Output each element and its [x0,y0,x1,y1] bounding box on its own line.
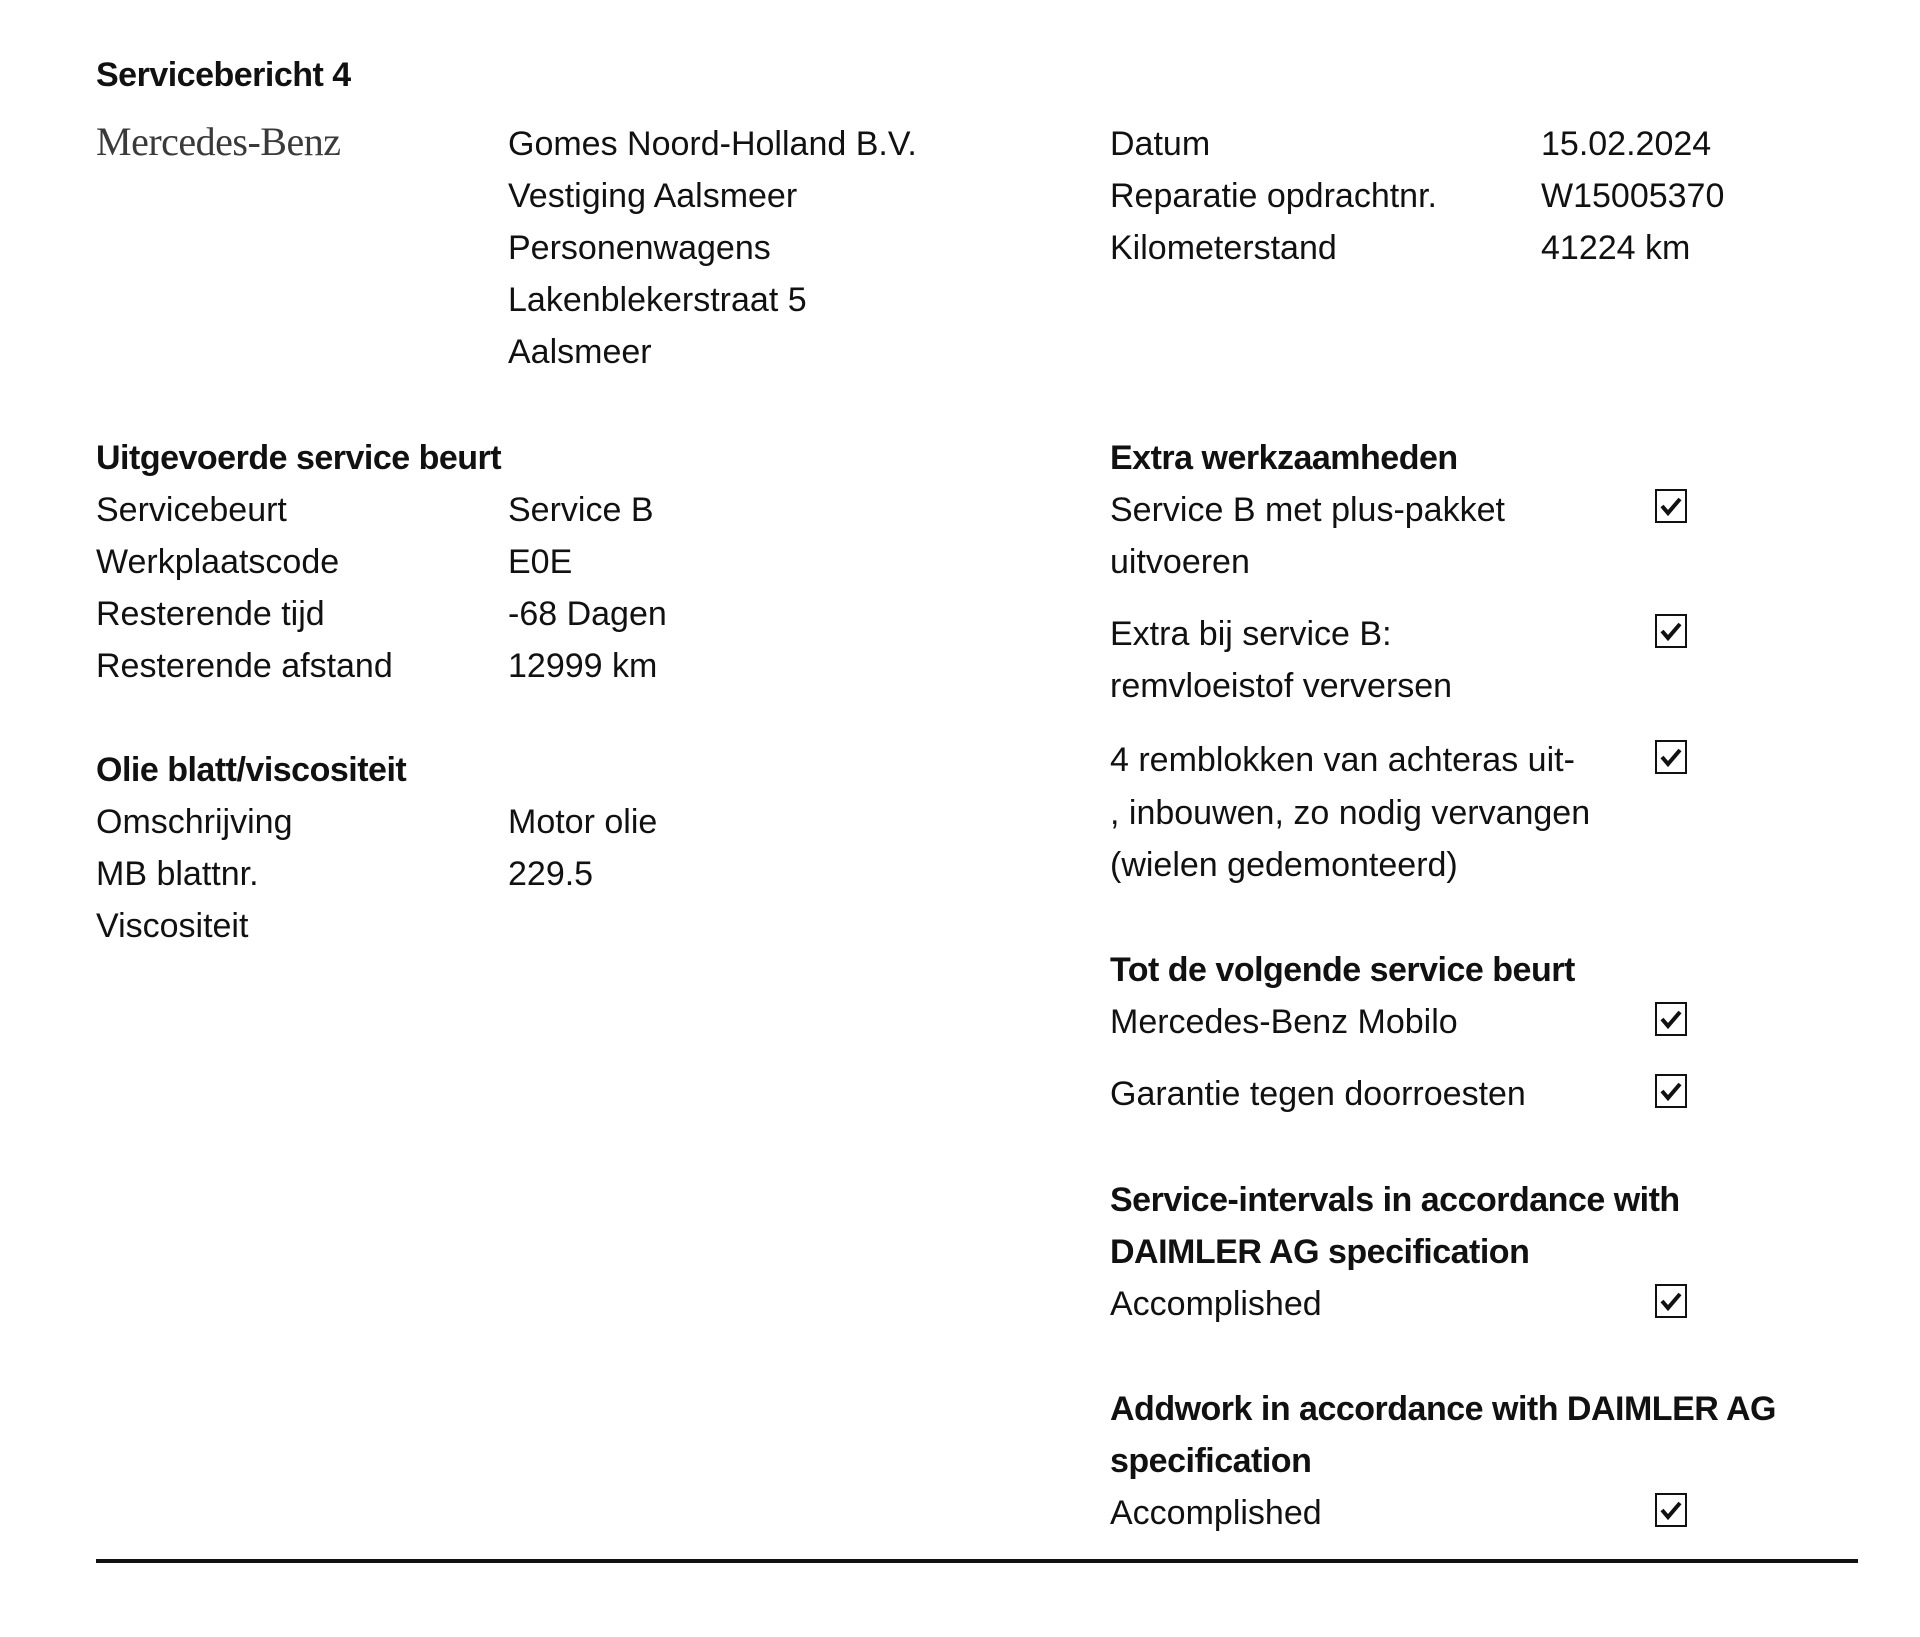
extra-item-text: 4 remblokken van achteras uit- [1110,741,1575,779]
checkmark-icon [1660,1499,1682,1521]
row-label: Servicebeurt [96,491,287,529]
checkbox-checked[interactable] [1655,1002,1687,1036]
row-value: Service B [508,491,654,529]
checkbox-checked[interactable] [1655,1284,1687,1318]
extra-item-text: , inbouwen, zo nodig vervangen [1110,794,1591,832]
extra-item-text: Service B met plus-pakket [1110,491,1505,529]
info-value-order: W15005370 [1541,177,1725,215]
row-label: Omschrijving [96,803,293,841]
next-item-label: Mercedes-Benz Mobilo [1110,1003,1458,1041]
section-heading: Olie blatt/viscositeit [96,751,407,789]
row-label: Resterende tijd [96,595,325,633]
extra-item-text: Extra bij service B: [1110,615,1392,653]
section-heading: Extra werkzaamheden [1110,439,1458,477]
dealer-line: Vestiging Aalsmeer [508,177,798,215]
dealer-line: Lakenblekerstraat 5 [508,281,807,319]
section-heading: Tot de volgende service beurt [1110,951,1575,989]
checkbox-checked[interactable] [1655,1493,1687,1527]
info-label-date: Datum [1110,125,1211,163]
checkbox-checked[interactable] [1655,1074,1687,1108]
row-value: Motor olie [508,803,658,841]
row-label: MB blattnr. [96,855,259,893]
checkmark-icon [1660,1080,1682,1102]
next-item-label: Garantie tegen doorroesten [1110,1075,1526,1113]
row-value: 12999 km [508,647,658,685]
section-heading: specification [1110,1442,1312,1480]
section-heading: DAIMLER AG specification [1110,1233,1530,1271]
checkmark-icon [1660,1290,1682,1312]
section-heading: Uitgevoerde service beurt [96,439,502,477]
extra-item-text: (wielen gedemonteerd) [1110,846,1458,884]
checkmark-icon [1660,620,1682,642]
section-heading: Service-intervals in accordance with [1110,1181,1680,1219]
row-value: E0E [508,543,573,581]
checkmark-icon [1660,746,1682,768]
checkbox-checked[interactable] [1655,740,1687,774]
row-label: Werkplaatscode [96,543,340,581]
info-label-order: Reparatie opdrachtnr. [1110,177,1437,215]
checkmark-icon [1660,495,1682,517]
row-label: Viscositeit [96,907,249,945]
info-label-mileage: Kilometerstand [1110,229,1337,267]
checkmark-icon [1660,1008,1682,1030]
info-value-date: 15.02.2024 [1541,125,1712,163]
row-value: 229.5 [508,855,594,893]
checkbox-checked[interactable] [1655,614,1687,648]
accomplished-label: Accomplished [1110,1494,1322,1532]
dealer-line: Personenwagens [508,229,771,267]
bottom-divider [96,1559,1858,1563]
extra-item-text: remvloeistof verversen [1110,667,1453,705]
accomplished-label: Accomplished [1110,1285,1322,1323]
extra-item-text: uitvoeren [1110,543,1250,581]
row-value: -68 Dagen [508,595,667,633]
page-title: Servicebericht 4 [96,56,351,94]
dealer-line: Aalsmeer [508,333,652,371]
checkbox-checked[interactable] [1655,489,1687,523]
dealer-line: Gomes Noord-Holland B.V. [508,125,917,163]
section-heading: Addwork in accordance with DAIMLER AG [1110,1390,1776,1428]
mercedes-benz-logo: Mercedes-Benz [96,119,341,164]
row-label: Resterende afstand [96,647,393,685]
info-value-mileage: 41224 km [1541,229,1691,267]
